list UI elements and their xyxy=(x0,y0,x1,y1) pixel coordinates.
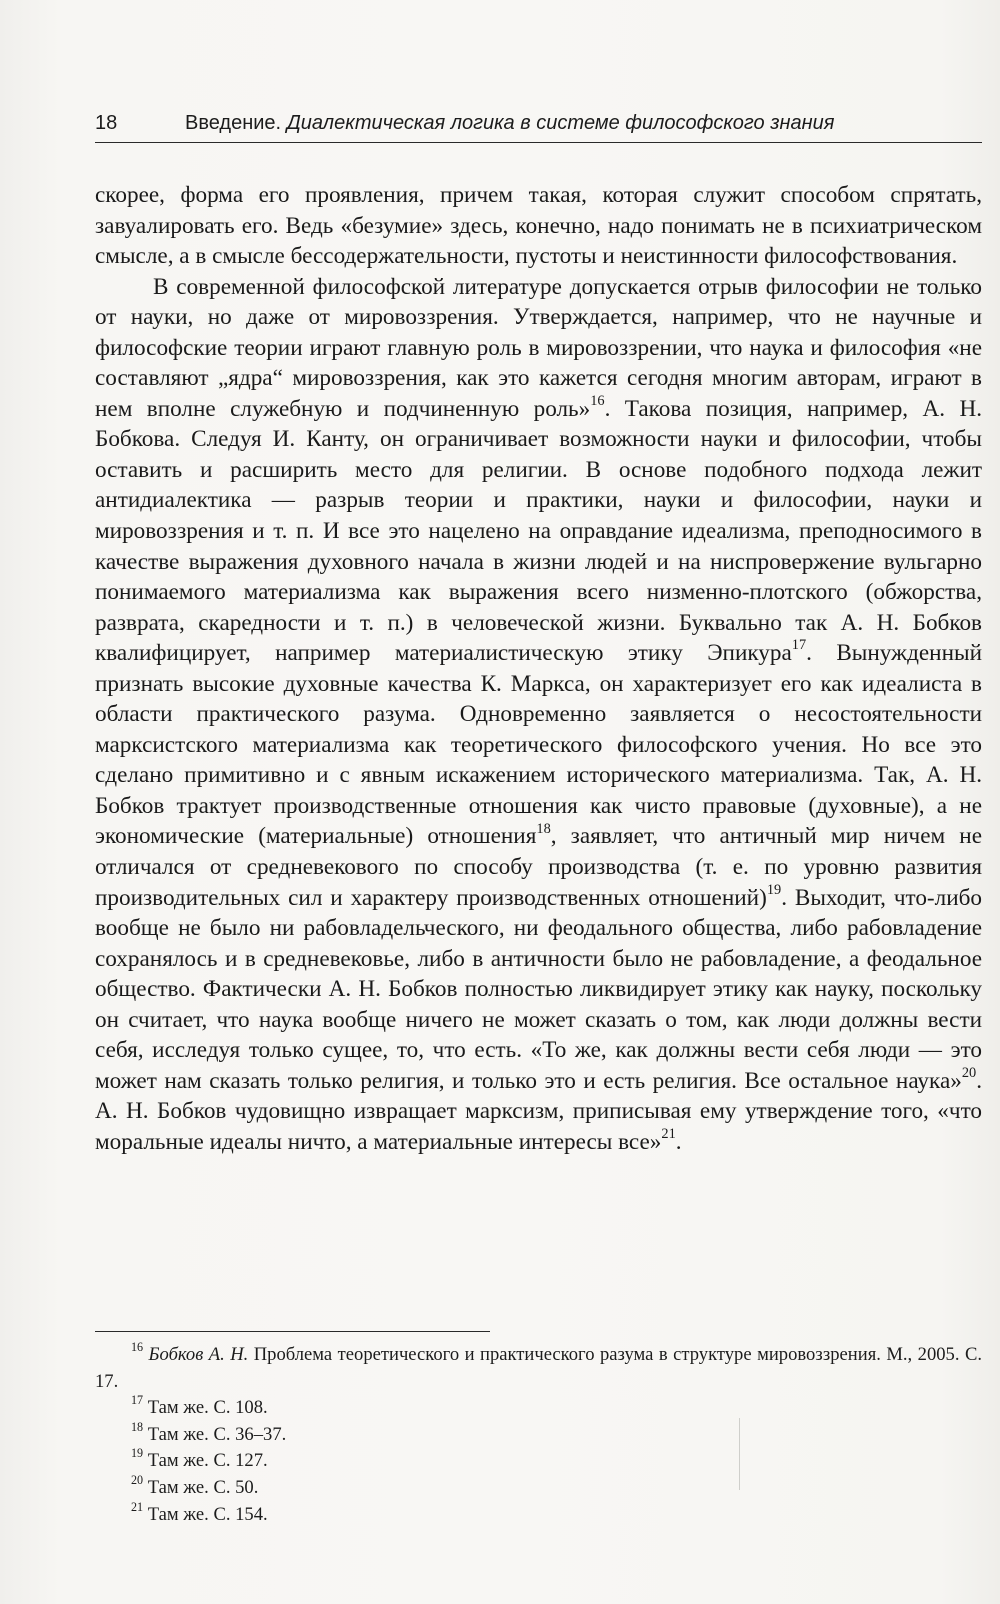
footnote-17 xyxy=(95,1395,982,1422)
chapter-title: Диалектическая логика в системе философского знания xyxy=(286,112,835,134)
footnote-ref-18: 18 xyxy=(536,820,551,837)
section-label: Введение. xyxy=(185,112,282,134)
scan-artifact xyxy=(739,1418,740,1490)
footnote-author: Бобков А. Н. xyxy=(148,1344,249,1365)
footnote-ref-17: 17 xyxy=(791,637,807,654)
footnote-ref-19: 19 xyxy=(766,881,782,898)
footnote-ref-16: 16 xyxy=(590,392,605,409)
footnotes xyxy=(95,1342,982,1528)
footnote-text: Там же. С. 50. xyxy=(143,1476,259,1498)
footnote-ref-20: 20 xyxy=(961,1064,977,1081)
paragraph-2-part-f: . А. Н. Бобков чудовищно извращает марксизм, приписывая ему утверждение того, «что моральные идеалы ничто, а материальные интересы все» xyxy=(95,1067,982,1155)
footnote-number: 21 xyxy=(131,1499,144,1514)
footnote-18 xyxy=(95,1419,982,1449)
footnote-number: 18 xyxy=(131,1419,144,1434)
footnote-text: Там же. С. 154. xyxy=(143,1503,268,1525)
paragraph-2-part-a: В современной философской литературе допускается отрыв философии не только от науки, но даже от мировоззрения. Утверждается, например, что не научные и философские теории играют главную роль в мировоззрении, что наука и философия «не составляют „ядра“ мировоззрения, как это кажется сегодня многим авторам, играют в нем вполне служебную и подчиненную роль» xyxy=(95,273,982,422)
footnote-ref-21: 21 xyxy=(661,1126,676,1143)
footnote-text: Проблема теоретического и практического разума в структуре мировоззрения. М., 2005. С. 17. xyxy=(95,1344,982,1392)
main-text xyxy=(95,180,982,1158)
footnote-text: Там же. С. 108. xyxy=(143,1397,268,1419)
page-number: 18 xyxy=(95,112,118,134)
footnote-text: Там же. С. 127. xyxy=(143,1450,268,1472)
footnote-number: 19 xyxy=(131,1446,144,1461)
footnote-number: 20 xyxy=(131,1472,144,1487)
running-title xyxy=(185,112,834,135)
footnote-20 xyxy=(95,1472,982,1502)
paragraph-2 xyxy=(95,272,982,1158)
paragraph-2-part-g: . xyxy=(675,1128,682,1155)
footnote-number: 17 xyxy=(131,1393,144,1408)
footnote-19 xyxy=(95,1448,982,1475)
paragraph-2-part-e: . Выходит, что-либо вообще не было ни рабовладельческого, ни феодального общества, либо рабовладение сохранялось и в средневековье, либо в античности было не рабовладение, а феодальное общество. Фактически А. Н. Бобков полностью ликвидирует этику как науку, поскольку он считает, что наука вообще ничего не может сказать о том, как люди должны вести себя, исследуя только сущее, то, что есть. «То же, как должны вести себя люди — это может нам сказать только религия, и только это и есть религия. Все остальное наука» xyxy=(95,884,983,1094)
running-header xyxy=(95,110,982,143)
paragraph-2-part-c: . Вынужденный признать высокие духовные качества К. Маркса, он характеризует его как идеалиста в области практического разума. Одновременно заявляется о несостоятельности марксистского материализма как теоретического философского учения. Но все это сделано примитивно и с явным искажением исторического материализма. Так, А. Н. Бобков трактует производственные отношения как чисто правовые (духовные), а не экономические (материальные) отношения xyxy=(95,640,982,850)
footnote-21 xyxy=(95,1499,982,1529)
footnote-separator xyxy=(95,1331,490,1332)
paragraph-2-part-d: , заявляет, что античный мир ничем не отличался от средневекового по способу производства (т. е. по уровню развития производительных сил и характеру производственных отношений) xyxy=(95,823,982,911)
footnote-text: Там же. С. 36–37. xyxy=(143,1423,287,1445)
footnote-number: 16 xyxy=(131,1340,144,1354)
paragraph-2-part-b: . Такова позиция, например, А. Н. Бобкова. Следуя И. Канту, он ограничивает возможности науки и философии, чтобы оставить и расширить место для религии. В основе подобного подхода лежит антидиалектика — разрыв теории и практики, науки и философии, науки и мировоззрения и т. п. И все это нацелено на оправдание идеализма, преподносимого в качестве выражения духовного начала в жизни людей и на ниспровержение вульгарно понимаемого материализма как выражения всего низменно-плотского (обжорства, разврата, скаредности и т. п.) в человеческой жизни. Буквально так А. Н. Бобков квалифицирует, например материалистическую этику Эпикура xyxy=(95,395,982,667)
paragraph-1: скорее, форма его проявления, причем такая, которая служит способом спрятать, завуалировать его. Ведь «безумие» здесь, конечно, надо понимать не в психиатрическом смысле, а в смысле бессодержательности, пустоты и неистинности философствования. xyxy=(95,182,982,270)
footnote-16 xyxy=(95,1342,982,1395)
